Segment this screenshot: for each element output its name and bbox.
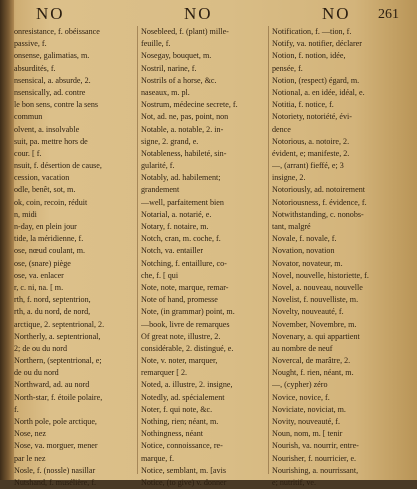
dictionary-entry-line: Of great note, illustre, 2. <box>141 331 221 341</box>
dictionary-entry-line: —book, livre de remarques <box>141 319 230 329</box>
dictionary-entry-line: Notify, va. notifier, déclarer <box>272 39 362 49</box>
page-number: 261 <box>378 7 399 22</box>
dictionary-entry-line: 2; de ou du nord <box>14 343 68 353</box>
header-center-word: NO <box>184 4 213 23</box>
dictionary-entry-line: le bon sens, contre la sens <box>14 100 99 110</box>
dictionary-entry-line: Nosle, f. (nossle) nasillar <box>14 465 96 475</box>
dictionary-entry-line: Noun, nom, m. [ tenir <box>272 429 343 439</box>
dictionary-entry-line: Notitia, f. notice, f. <box>272 100 334 110</box>
dictionary-entry-line: Novation, novation <box>272 246 335 256</box>
dictionary-entry-line: feuille, f. <box>141 39 171 49</box>
entry-column-left <box>14 26 136 489</box>
entry-column-right <box>272 26 415 489</box>
dictionary-entry-line: nsensical, a. absurde, 2. <box>14 75 91 85</box>
dictionary-entry-line: Novelist, f. nouvelliste, m. <box>272 295 359 305</box>
dictionary-entry-line: Notedly, ad. spécialement <box>141 392 225 402</box>
dictionary-entry-line: Notice, semblant, m. [avis <box>141 465 226 475</box>
dictionary-entry-line: Notably, ad. habilement; <box>141 173 221 183</box>
dictionary-entry-line: Notoriously, ad. notoirement <box>272 185 365 195</box>
dictionary-entry-line: de ou du nord <box>14 368 59 378</box>
dictionary-entry-line: —, (arrant) fieffé, e; 3 <box>272 161 344 171</box>
dictionary-entry-line: Notice, (to give) v. donner <box>141 477 227 487</box>
dictionary-entry-line: Notional, a. en idée, idéal, e. <box>272 87 365 97</box>
dictionary-entry-line: Notarial, a. notarié, e. <box>141 209 212 219</box>
column-divider-2 <box>268 26 269 474</box>
dictionary-entry-line: e; nutritif, ve. <box>272 477 317 487</box>
dictionary-entry-line: marque, f. <box>141 453 175 463</box>
dictionary-entry-line: Notion, (respect) égard, m. <box>272 75 360 85</box>
header-right-word: NO <box>322 4 351 23</box>
dictionary-entry-line: Nose, va. morguer, mener <box>14 441 98 451</box>
dictionary-entry-line: ose, (snare) piège <box>14 258 71 268</box>
dictionary-entry-line: Notorious, a. notoire, 2. <box>272 136 350 146</box>
dictionary-entry-line: Nosegay, bouquet, m. <box>141 51 212 61</box>
dictionary-entry-line: naseaux, m. pl. <box>141 87 190 97</box>
dictionary-entry-line: f. <box>14 404 19 414</box>
book-spine-gutter <box>0 0 14 480</box>
dictionary-entry-line: Notice, connoissance, re- <box>141 441 223 451</box>
dictionary-entry-line: grandement <box>141 185 180 195</box>
dictionary-entry-line: Nothingness, néant <box>141 429 204 439</box>
dictionary-entry-line: pensée, f. <box>272 63 303 73</box>
dictionary-entry-line: Nosebleed, f. (plant) mille- <box>141 27 229 36</box>
dictionary-entry-line: absurdités, f. <box>14 63 56 73</box>
dictionary-entry-line: nsensically, ad. contre <box>14 87 86 97</box>
dictionary-entry-line: Novity, nouveauté, f. <box>272 417 341 426</box>
dictionary-entry-line: Nourishing, a. nourrissant, <box>272 465 359 475</box>
dictionary-entry-line: arctique, 2. septentrional, 2. <box>14 319 105 329</box>
header-left-word: NO <box>36 4 65 23</box>
dictionary-entry-line: Novator, novateur, m. <box>272 258 343 268</box>
dictionary-entry-line: n, midi <box>14 209 37 219</box>
dictionary-entry-line: Nostrum, médecine secrete, f. <box>141 100 238 110</box>
dictionary-entry-line: Notary, f. notaire, m. <box>141 222 209 231</box>
dictionary-entry-line: Note, v. noter, marquer, <box>141 356 218 366</box>
dictionary-entry-line: n-day, en plein jour <box>14 222 77 231</box>
dictionary-entry-line: Northern, (septentrional, e; <box>14 356 102 366</box>
dictionary-entry-line: onsense, galimatias, m. <box>14 51 90 61</box>
dictionary-entry-line: Notch, cran, m. coche, f. <box>141 234 221 244</box>
column-divider-1 <box>137 26 138 474</box>
dictionary-entry-line: Note, (in grammar) point, m. <box>141 307 235 317</box>
dictionary-entry-line: Noted, a. illustre, 2. insigne, <box>141 380 233 390</box>
dictionary-entry-line: Notion, f. notion, idée, <box>272 51 346 61</box>
dictionary-entry-line: cession, vacation <box>14 173 70 183</box>
dictionary-entry-line: Notching, f. entaillure, co- <box>141 258 227 268</box>
dictionary-entry-line: Nothing, rien; néant, m. <box>141 417 219 426</box>
dictionary-entry-line: che, f. [ qui <box>141 270 179 280</box>
dictionary-entry-line: Not, ad. ne, pas, point, non <box>141 112 229 122</box>
dictionary-entry-line: Nutshand, f. musélière, f. <box>14 477 97 487</box>
dictionary-entry-line: cour. [ f. <box>14 148 42 158</box>
dictionary-entry-line: olvent, a. insolvable <box>14 124 80 134</box>
dictionary-entry-line: Novice, novice, f. <box>272 392 330 402</box>
dictionary-entry-line: North-star, f. étoile polaire, <box>14 392 103 402</box>
dictionary-entry-line: ose, nœud coulant, m. <box>14 246 86 256</box>
dictionary-entry-line: insigne, 2. <box>272 173 306 183</box>
dictionary-entry-line: au nombre de neuf <box>272 343 333 353</box>
dictionary-entry-line: Noviciate, noviciat, m. <box>272 404 346 414</box>
dictionary-entry-line: Nourisher, f. nourricier, e. <box>272 453 357 463</box>
dictionary-entry-line: Northward, ad. au nord <box>14 380 90 390</box>
dictionary-entry-line: North pole, pole arctique, <box>14 417 97 426</box>
dictionary-entry-line: —, (cypher) zéro <box>272 380 328 390</box>
dictionary-entry-line: commun <box>14 112 43 122</box>
dictionary-entry-line: Notwithstanding, c. nonobs- <box>272 209 364 219</box>
dictionary-entry-line: Notoriousness, f. évidence, f. <box>272 197 367 207</box>
dictionary-entry-line: Notableness, habileté, sin- <box>141 148 227 158</box>
dictionary-entry-line: par le nez <box>14 453 46 463</box>
dictionary-entry-line: Note of hand, promesse <box>141 295 218 305</box>
dictionary-entry-line: passive, f. <box>14 39 47 49</box>
dictionary-entry-line: dence <box>272 124 291 134</box>
dictionary-entry-line: —well, parfaitement bien <box>141 197 224 207</box>
dictionary-entry-line: Nostril, narine, f. <box>141 63 197 73</box>
dictionary-entry-line: Notch, va. entailler <box>141 246 204 256</box>
dictionary-entry-line: rth, a. du nord, de nord, <box>14 307 91 317</box>
dictionary-entry-line: Novale, f. novale, f. <box>272 234 337 244</box>
dictionary-entry-line: tide, la méridienne, f. <box>14 234 84 244</box>
dictionary-entry-line: November, Novembre, m. <box>272 319 357 329</box>
dictionary-entry-line: Novel, a. nouveau, nouvelle <box>272 282 363 292</box>
dictionary-entry-line: Notification, f. —tion, f. <box>272 27 352 36</box>
dictionary-entry-line: Novercal, de marâtre, 2. <box>272 356 351 366</box>
dictionary-entry-line: ok, coin, recoin, réduit <box>14 197 88 207</box>
dictionary-entry-line: considérable, 2. distingué, e. <box>141 343 234 353</box>
entry-column-middle <box>141 26 267 489</box>
dictionary-entry-line: onresistance, f. obéissance <box>14 27 100 36</box>
dictionary-entry-line: r, c. ni, na. [ m. <box>14 282 64 292</box>
dictionary-entry-line: Nose, nez <box>14 429 46 439</box>
dictionary-entry-line: remarquer [ 2. <box>141 368 188 378</box>
dictionary-entry-line: gularité, f. <box>141 161 175 171</box>
dictionary-entry-line: ose, va. enlacer <box>14 270 64 280</box>
dictionary-entry-line: odle, benêt, sot, m. <box>14 185 76 195</box>
dictionary-entry-line: Novel, nouvelle, historiette, f. <box>272 270 369 280</box>
dictionary-entry-line: Notoriety, notoriété, évi- <box>272 112 352 122</box>
dictionary-entry-line: Noter, f. qui note, &c. <box>141 404 213 414</box>
dictionary-entry-line: signe, 2. grand, e. <box>141 136 199 146</box>
dictionary-entry-line: nsuit, f. désertion de cause, <box>14 161 102 171</box>
dictionary-entry-line: évident, e; manifeste, 2. <box>272 148 350 158</box>
dictionary-entry-line: Northerly, a. septentrional, <box>14 331 101 341</box>
dictionary-entry-line: Novenary, a. qui appartient <box>272 331 360 341</box>
dictionary-entry-line: tant, malgré <box>272 222 311 231</box>
dictionary-entry-line: rth, f. nord, septentrion, <box>14 295 91 305</box>
dictionary-entry-line: Notable, a. notable, 2. in- <box>141 124 224 134</box>
dictionary-entry-line: Nought, f. rien, néant, m. <box>272 368 354 378</box>
dictionary-entry-line: suit, pa. mettre hors de <box>14 136 88 146</box>
dictionary-entry-line: Novelty, nouveauté, f. <box>272 307 344 317</box>
dictionary-entry-line: Nourish, va. nourrir, entre- <box>272 441 359 451</box>
dictionary-entry-line: Note, note, marque, remar- <box>141 282 229 292</box>
dictionary-entry-line: Nostrils of a horse, &c. <box>141 75 217 85</box>
